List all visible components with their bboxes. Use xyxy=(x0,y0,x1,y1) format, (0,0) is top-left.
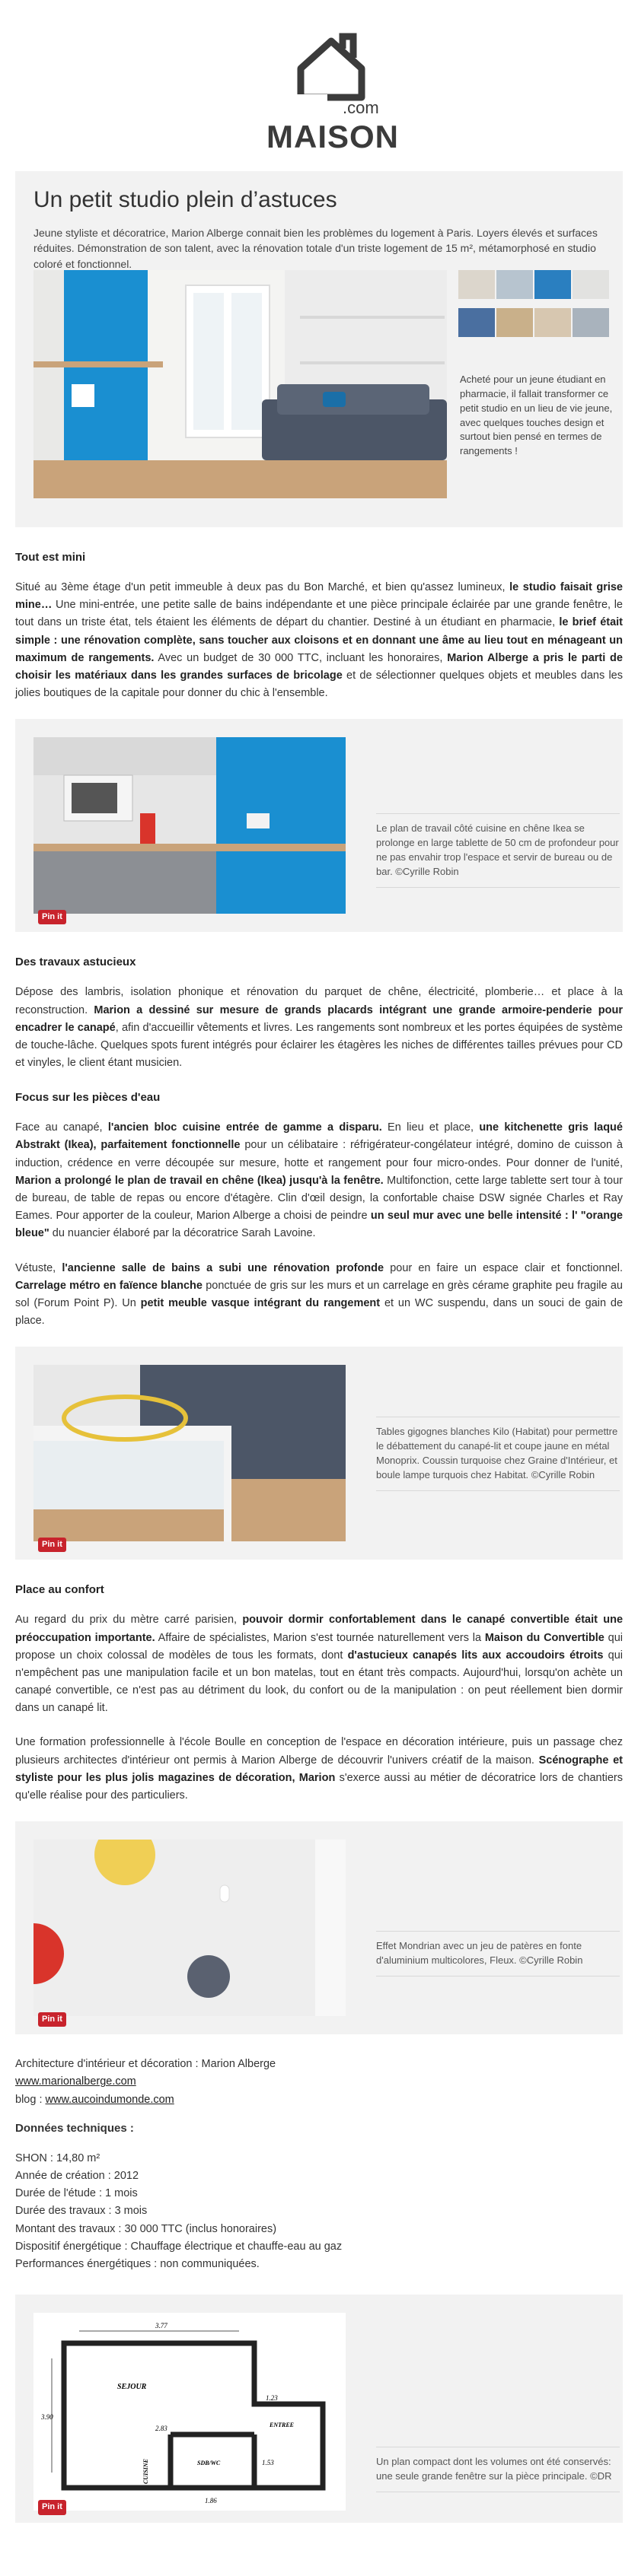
thumbnail-strip xyxy=(458,270,618,346)
logo-word: MAISON xyxy=(266,119,399,154)
kitchen-photo[interactable] xyxy=(33,737,346,914)
paragraph: Vétuste, l'ancienne salle de bains a subi une rénovation profonde pour en faire un espace clair et fonctionnel. Carrelage métro en faïence blanche ponctuée de gris sur les murs et un carrelage en grès cérame graphite peu fragile au sol (Forum Point P). Un petit meuble vasque intégrant du rangement et un WC suspendu, dans un souci de gain de place. xyxy=(15,1261,624,1328)
section-title: Des travaux astucieux xyxy=(15,956,136,969)
logo-com: .com xyxy=(343,98,379,117)
blog-link[interactable]: www.aucoindumonde.com xyxy=(45,2093,174,2106)
thumbnail[interactable] xyxy=(534,270,571,299)
tech-row: Année de création : 2012 xyxy=(15,2169,139,2182)
plan-dim-bottom: 1.86 xyxy=(205,2497,217,2505)
tech-row: SHON : 14,80 m² xyxy=(15,2151,100,2164)
section-title: Place au confort xyxy=(15,1583,104,1597)
thumbnail[interactable] xyxy=(573,270,609,299)
plan-dim-right: 1.53 xyxy=(262,2459,274,2467)
hero-panel xyxy=(15,171,623,527)
thumbnail[interactable] xyxy=(458,270,495,299)
figure-caption: Un plan compact dont les volumes ont été conservés: une seule grande fenêtre sur la pièce principale. ©DR xyxy=(376,2447,620,2492)
technical-info: Architecture d'intérieur et décoration : Marion Alberge www.marionalberge.com blog : www.aucoindumonde.com Données techniques : SHON : 14,80 m² Année de création : 2012 Durée de l'étude : 1 mois Durée des travaux : 3 mois Montant des travaux : 30 000 TTC (inclus honoraires) Dispositif énergétique : Chauffage électrique et chauffe-eau au gaz Performances énergétiques : non communiquées. xyxy=(0,2056,638,2273)
hero-caption: Acheté pour un jeune étudiant en pharmacie, il fallait transformer ce petit studio en un lieu de vie jeune, avec quelques touches design et surtout bien pensé en termes de rangements ! xyxy=(460,374,613,457)
tech-row: Durée des travaux : 3 mois xyxy=(15,2205,148,2218)
figure-caption: Le plan de travail côté cuisine en chêne Ikea se prolonge en large tablette de 50 cm de profondeur pour ne pas envahir trop l'espace et servir de bureau ou de bar. ©Cyrille Robin xyxy=(376,813,620,887)
section-travaux xyxy=(0,953,638,1072)
paragraph: Au regard du prix du mètre carré parisien, pouvoir dormir confortablement dans le canapé convertible était une préoccupation importante. Affaire de spécialistes, Marion s'est tournée naturellement vers la Maison du Convertible qui propose un choix colossal de modèles de tous les formats, dont d'astucieux canapés lits aux accoudoirs étroits qui n'empêchent pas une manipulation facile et un bon matelas, tout en étant très compacts. Aujourd'hui, lorsqu'on achète un canapé convertible, ce n'est pas au détriment du look, du confort ou de la manipulation : on peut réellement bien dormir dans un canapé lit. xyxy=(15,1614,624,1715)
figure-caption: Tables gigognes blanches Kilo (Habitat) pour permettre le débattement du canapé-lit et coupe jaune en métal Monoprix. Coussin turquoise chez Graine d'Intérieur, et boule lampe turquois chez Habitat. ©Cyrille Robin xyxy=(376,1417,620,1490)
paragraph: Face au canapé, l'ancien bloc cuisine entrée de gamme a disparu. En lieu et place, une kitchenette gris laqué Abstrakt (Ikea), parfaitement fonctionnelle pour un célibataire : réfrigérateur-congélateur intégré, domino de cuisson à induction, crédence en verre découpée sur mesure, hotte et rangement pour four micro-ondes. Pour donner de l'unité, Marion a prolongé le plan de travail en chêne (Ikea) jusqu'à la fenêtre. Multifonction, cette large tablette sert tour à tour de bureau, de table de repas ou encore d'étagère. Clin d'œil design, la confortable chaise DSW signée Charles et Ray Eames. Pour apporter de la couleur, Marion Alberge a choisi de peindre un seul mur avec une belle intensité : l' "orange bleue" du nuancier élaboré par la décoratrice Sarah Lavoine. xyxy=(15,1121,624,1240)
paragraph: Dépose des lambris, isolation phonique et rénovation du parquet de chêne, électricité, plomberie… et place à la reconstruction. Marion a dessiné sur mesure de grands placards intégrant une grande armoire-penderie pour encadrer le canapé, afin d'accueillir vêtements et livres. Les rangements sont nombreux et les portes équipées de système de touche-lâche. Quelques spots furent intégrés pour éclairer les étagères les niches de différentes tailles prévues pour CD et vinyles, le client étant musicien. xyxy=(15,986,623,1070)
tables-photo[interactable] xyxy=(33,1365,346,1541)
tech-row: Performances énergétiques : non communiquées. xyxy=(15,2257,260,2270)
figure-hooks xyxy=(15,1821,623,2034)
figure-tables xyxy=(15,1347,623,1560)
section-confort xyxy=(0,1581,638,1805)
plan-kitchen-label: CUISINE xyxy=(142,2459,149,2485)
tech-row: Montant des travaux : 30 000 TTC (inclus honoraires) xyxy=(15,2222,277,2235)
plan-room-label: SEJOUR xyxy=(117,2383,147,2392)
thumbnail[interactable] xyxy=(496,270,533,299)
plan-dim-left: 3.90 xyxy=(41,2413,53,2422)
figure-plan xyxy=(15,2295,623,2523)
paragraph: Situé au 3ème étage d'un petit immeuble à deux pas du Bon Marché, et bien qu'assez lumineux, le studio faisait grise mine… Une mini-entrée, une petite salle de bains indépendante et une pièce principale éclairée par une grande fenêtre, le tout dans un triste état, tels étaient les éléments de départ du chantier. Destiné à un étudiant en pharmacie, le brief était simple : une rénovation complète, sans toucher aux cloisons et en donnant une âme au lieu tout en ménageant un maximum de rangements. Avec un budget de 30 000 TTC, incluant les honoraires, Marion Alberge a pris le parti de choisir les matériaux dans les grandes surfaces de bricolage et de sélectionner quelques objets et meubles dans les jolies boutiques de la capitale pour donner du chic à l'ensemble. xyxy=(15,581,624,700)
section-pieces-eau xyxy=(0,1089,638,1330)
plan-dim-mid2: 2.83 xyxy=(155,2425,167,2433)
tech-row: Dispositif énergétique : Chauffage électrique et chauffe-eau au gaz xyxy=(15,2240,343,2253)
pin-it-button[interactable]: Pin it xyxy=(38,2500,66,2515)
pin-it-button[interactable]: Pin it xyxy=(38,1538,66,1553)
pin-it-button[interactable]: Pin it xyxy=(38,2012,66,2027)
technical-title: Données techniques : xyxy=(15,2121,134,2135)
figure-caption: Effet Mondrian avec un jeu de patères en fonte d'aluminium multicolores, Fleux. ©Cyrille Robin xyxy=(376,1931,620,1977)
thumbnail[interactable] xyxy=(496,308,533,337)
site-link[interactable]: www.marionalberge.com xyxy=(15,2075,136,2088)
section-title: Focus sur les pièces d'eau xyxy=(15,1091,161,1105)
plan-dim-mid: 1.23 xyxy=(266,2394,278,2403)
section-tout-est-mini xyxy=(0,549,638,702)
tech-row: Durée de l'étude : 1 mois xyxy=(15,2187,138,2200)
paragraph: Une formation professionnelle à l'école Boulle en conception de l'espace en décoration intérieure, puis un passage chez plusieurs architectes d'intérieur ont permis à Marion Alberge de découvrir l'univers créatif de la maison. Scénographe et styliste pour les plus jolis magazines de décoration, Marion s'exerce aussi au métier de décoratrice lors de chantiers qu'elle réalise pour des particuliers. xyxy=(15,1736,623,1802)
pin-it-button[interactable]: Pin it xyxy=(38,910,66,925)
floor-plan[interactable] xyxy=(33,2313,346,2511)
credit-line: Architecture d'intérieur et décoration : Marion Alberge xyxy=(15,2058,276,2071)
plan-bath-label: SDB/WC xyxy=(197,2460,221,2467)
hero-photo[interactable] xyxy=(33,270,447,498)
article-lede: Jeune styliste et décoratrice, Marion Alberge connait bien les problèmes du logement à Paris. Loyers élevés et surfaces réduites. Démonstration de son talent, avec la rénovation totale d'un triste logement de 15 m², métamorphosé en studio coloré et fonctionnel. xyxy=(33,227,598,270)
page-title: Un petit studio plein d’astuces xyxy=(33,187,337,212)
plan-entry-label: ENTREE xyxy=(270,2422,295,2429)
figure-kitchen xyxy=(15,719,623,932)
thumbnail[interactable] xyxy=(458,308,495,337)
site-logo[interactable] xyxy=(0,0,638,160)
section-title: Tout est mini xyxy=(15,551,86,564)
hooks-photo[interactable] xyxy=(33,1840,346,2016)
thumbnail[interactable] xyxy=(534,308,571,337)
thumbnail[interactable] xyxy=(573,308,609,337)
plan-dim-top: 3.77 xyxy=(155,2322,167,2330)
